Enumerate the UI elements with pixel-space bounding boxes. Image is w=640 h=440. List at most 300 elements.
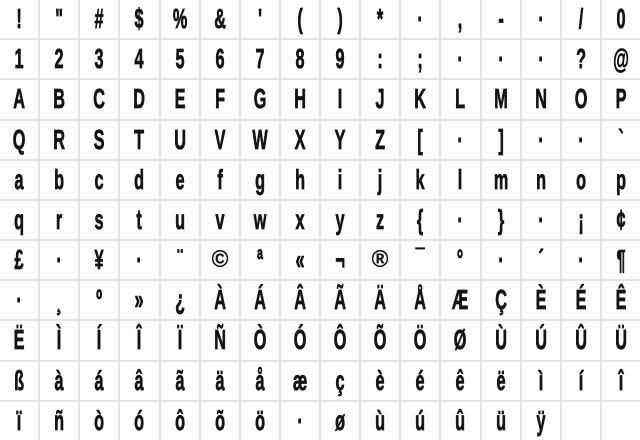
glyph-cell[interactable] bbox=[602, 161, 640, 199]
glyph: c bbox=[94, 163, 104, 195]
glyph: i bbox=[337, 163, 343, 195]
glyph-cell[interactable] bbox=[482, 281, 520, 319]
glyph-cell[interactable] bbox=[161, 241, 199, 279]
glyph-cell[interactable] bbox=[40, 321, 78, 359]
glyph: m bbox=[493, 163, 508, 195]
glyph-cell[interactable] bbox=[161, 281, 199, 319]
glyph-cell[interactable] bbox=[161, 201, 199, 239]
glyph-cell[interactable] bbox=[201, 121, 239, 159]
glyph: · bbox=[537, 3, 544, 34]
glyph-cell[interactable] bbox=[0, 281, 38, 319]
glyph-cell[interactable] bbox=[482, 321, 520, 359]
glyph-cell[interactable] bbox=[241, 281, 279, 319]
glyph-cell[interactable] bbox=[120, 402, 158, 440]
glyph-cell[interactable] bbox=[201, 241, 239, 279]
glyph-cell[interactable] bbox=[441, 402, 479, 440]
glyph-cell[interactable] bbox=[562, 0, 600, 38]
glyph: ª bbox=[256, 244, 263, 276]
glyph: À bbox=[213, 284, 226, 316]
glyph-cell[interactable] bbox=[0, 161, 38, 199]
glyph-cell[interactable] bbox=[281, 402, 319, 440]
glyph-cell[interactable] bbox=[0, 402, 38, 440]
glyph-cell[interactable] bbox=[120, 241, 158, 279]
glyph-cell[interactable] bbox=[602, 281, 640, 319]
glyph-cell[interactable] bbox=[482, 201, 520, 239]
glyph-cell[interactable] bbox=[201, 80, 239, 118]
glyph-cell[interactable] bbox=[562, 121, 600, 159]
glyph: o bbox=[575, 163, 586, 195]
glyph-cell[interactable] bbox=[161, 40, 199, 78]
glyph-cell[interactable] bbox=[401, 241, 439, 279]
glyph: È bbox=[535, 284, 547, 316]
glyph: T bbox=[134, 123, 145, 155]
glyph: , bbox=[458, 3, 463, 34]
glyph-cell[interactable] bbox=[40, 121, 78, 159]
glyph: 1 bbox=[14, 43, 24, 75]
glyph: ( bbox=[297, 3, 303, 34]
glyph: ò bbox=[94, 404, 105, 436]
glyph-cell[interactable] bbox=[80, 0, 118, 38]
glyph: £ bbox=[14, 244, 24, 276]
glyph-cell[interactable] bbox=[40, 241, 78, 279]
glyph: [ bbox=[417, 123, 424, 155]
glyph-cell[interactable] bbox=[40, 402, 78, 440]
glyph-cell[interactable] bbox=[281, 241, 319, 279]
glyph: b bbox=[54, 163, 65, 195]
glyph-cell[interactable] bbox=[281, 121, 319, 159]
glyph: Ï bbox=[177, 324, 182, 356]
glyph-cell[interactable] bbox=[321, 362, 359, 400]
glyph-cell[interactable] bbox=[281, 0, 319, 38]
glyph: ® bbox=[371, 246, 389, 274]
glyph-cell[interactable] bbox=[321, 40, 359, 78]
glyph: Î bbox=[137, 324, 142, 356]
glyph-cell[interactable] bbox=[401, 201, 439, 239]
glyph-cell[interactable] bbox=[0, 241, 38, 279]
glyph-cell[interactable] bbox=[241, 161, 279, 199]
glyph: F bbox=[214, 83, 225, 115]
glyph-cell[interactable] bbox=[201, 402, 239, 440]
glyph: 2 bbox=[54, 43, 64, 75]
glyph-cell[interactable] bbox=[161, 362, 199, 400]
glyph: Q bbox=[12, 123, 26, 155]
glyph-cell[interactable] bbox=[241, 402, 279, 440]
glyph: ¸ bbox=[56, 284, 62, 316]
glyph-cell[interactable] bbox=[401, 321, 439, 359]
glyph-cell[interactable] bbox=[522, 281, 560, 319]
glyph-cell[interactable] bbox=[602, 321, 640, 359]
glyph-cell[interactable] bbox=[401, 161, 439, 199]
glyph-cell[interactable] bbox=[120, 40, 158, 78]
glyph: s bbox=[94, 203, 104, 235]
glyph-cell[interactable] bbox=[401, 0, 439, 38]
glyph: ¢ bbox=[616, 203, 626, 235]
glyph-cell[interactable] bbox=[40, 80, 78, 118]
glyph: ë bbox=[496, 364, 506, 396]
glyph-cell[interactable] bbox=[602, 241, 640, 279]
glyph-cell[interactable] bbox=[522, 40, 560, 78]
glyph-cell[interactable] bbox=[321, 121, 359, 159]
glyph-cell[interactable] bbox=[562, 40, 600, 78]
glyph: } bbox=[497, 203, 504, 235]
glyph: " bbox=[55, 3, 64, 34]
glyph: x bbox=[295, 203, 305, 235]
glyph-cell[interactable] bbox=[161, 0, 199, 38]
glyph-cell[interactable] bbox=[40, 201, 78, 239]
glyph-cell[interactable] bbox=[441, 0, 479, 38]
glyph-cell[interactable] bbox=[522, 121, 560, 159]
glyph: á bbox=[94, 364, 104, 396]
glyph: · bbox=[497, 43, 504, 75]
glyph-cell[interactable] bbox=[120, 321, 158, 359]
glyph: ì bbox=[538, 364, 543, 396]
glyph: É bbox=[575, 284, 587, 316]
glyph: G bbox=[253, 83, 267, 115]
glyph-cell[interactable] bbox=[241, 80, 279, 118]
glyph-cell[interactable] bbox=[441, 241, 479, 279]
glyph-cell[interactable] bbox=[522, 201, 560, 239]
glyph: ¡ bbox=[578, 203, 584, 235]
glyph-cell[interactable] bbox=[602, 40, 640, 78]
glyph: ï bbox=[16, 404, 22, 436]
glyph-cell[interactable] bbox=[321, 241, 359, 279]
glyph: y bbox=[335, 203, 345, 235]
glyph-cell[interactable] bbox=[281, 40, 319, 78]
glyph: Ù bbox=[494, 324, 507, 356]
glyph-cell[interactable] bbox=[562, 161, 600, 199]
glyph-cell[interactable] bbox=[482, 241, 520, 279]
glyph-cell[interactable] bbox=[201, 362, 239, 400]
glyph: ó bbox=[134, 404, 145, 436]
glyph-cell[interactable] bbox=[482, 121, 520, 159]
glyph: J bbox=[375, 83, 385, 115]
glyph: ø bbox=[335, 404, 346, 436]
glyph-cell[interactable] bbox=[80, 281, 118, 319]
glyph-cell[interactable] bbox=[0, 121, 38, 159]
glyph-cell[interactable] bbox=[522, 0, 560, 38]
glyph: · bbox=[136, 244, 143, 276]
glyph: â bbox=[134, 364, 144, 396]
glyph: Ú bbox=[534, 324, 547, 356]
glyph-cell[interactable] bbox=[522, 161, 560, 199]
glyph-cell[interactable] bbox=[241, 0, 279, 38]
glyph-cell[interactable] bbox=[80, 40, 118, 78]
glyph-cell[interactable] bbox=[482, 402, 520, 440]
glyph-cell[interactable] bbox=[40, 362, 78, 400]
glyph-cell[interactable] bbox=[161, 161, 199, 199]
glyph-cell[interactable] bbox=[562, 201, 600, 239]
glyph: w bbox=[253, 203, 267, 235]
glyph: ä bbox=[215, 364, 225, 396]
glyph: · bbox=[457, 123, 464, 155]
glyph: ¯ bbox=[415, 244, 425, 276]
glyph: å bbox=[255, 364, 265, 396]
glyph-cell[interactable] bbox=[201, 161, 239, 199]
glyph: 5 bbox=[175, 43, 185, 75]
glyph-cell[interactable] bbox=[482, 80, 520, 118]
glyph: I bbox=[337, 83, 343, 115]
glyph: ¨ bbox=[176, 244, 183, 276]
glyph-cell[interactable] bbox=[401, 121, 439, 159]
glyph: Í bbox=[97, 324, 102, 356]
glyph: p bbox=[615, 163, 626, 195]
glyph-cell[interactable] bbox=[241, 362, 279, 400]
glyph-cell[interactable] bbox=[120, 201, 158, 239]
glyph-cell[interactable] bbox=[522, 80, 560, 118]
glyph-cell[interactable] bbox=[321, 402, 359, 440]
glyph: l bbox=[458, 163, 463, 195]
glyph-cell[interactable] bbox=[0, 201, 38, 239]
glyph-cell[interactable] bbox=[401, 40, 439, 78]
glyph-cell[interactable] bbox=[361, 0, 399, 38]
glyph: º bbox=[96, 284, 103, 316]
glyph: · bbox=[537, 123, 544, 155]
glyph: ü bbox=[495, 404, 506, 436]
glyph: n bbox=[535, 163, 546, 195]
glyph-cell[interactable] bbox=[321, 321, 359, 359]
empty-cell bbox=[562, 402, 600, 440]
glyph: - bbox=[497, 3, 504, 34]
glyph: é bbox=[415, 364, 425, 396]
glyph-cell[interactable] bbox=[281, 161, 319, 199]
glyph-cell[interactable] bbox=[602, 80, 640, 118]
glyph-cell[interactable] bbox=[482, 161, 520, 199]
glyph-cell[interactable] bbox=[482, 0, 520, 38]
glyph-cell[interactable] bbox=[281, 281, 319, 319]
glyph-cell[interactable] bbox=[281, 201, 319, 239]
glyph-cell[interactable] bbox=[602, 0, 640, 38]
glyph-cell[interactable] bbox=[80, 321, 118, 359]
glyph-cell[interactable] bbox=[522, 362, 560, 400]
glyph-cell[interactable] bbox=[441, 161, 479, 199]
glyph: ã bbox=[175, 364, 185, 396]
glyph-cell[interactable] bbox=[40, 40, 78, 78]
glyph-cell[interactable] bbox=[441, 201, 479, 239]
glyph: # bbox=[94, 3, 104, 34]
glyph: î bbox=[618, 364, 624, 396]
glyph-cell[interactable] bbox=[201, 0, 239, 38]
glyph: P bbox=[615, 83, 627, 115]
glyph-cell[interactable] bbox=[120, 281, 158, 319]
glyph-cell[interactable] bbox=[441, 281, 479, 319]
glyph: z bbox=[376, 203, 385, 235]
glyph: ' bbox=[257, 3, 262, 34]
glyph-cell[interactable] bbox=[441, 80, 479, 118]
glyph: Å bbox=[414, 284, 427, 316]
glyph-cell[interactable] bbox=[120, 80, 158, 118]
glyph-cell[interactable] bbox=[281, 321, 319, 359]
glyph: õ bbox=[214, 404, 225, 436]
glyph-cell[interactable] bbox=[161, 121, 199, 159]
glyph: 8 bbox=[295, 43, 305, 75]
glyph-cell[interactable] bbox=[40, 0, 78, 38]
glyph-cell[interactable] bbox=[361, 161, 399, 199]
glyph-cell[interactable] bbox=[80, 362, 118, 400]
glyph-cell[interactable] bbox=[0, 80, 38, 118]
glyph: · bbox=[56, 244, 62, 276]
glyph-cell[interactable] bbox=[40, 281, 78, 319]
glyph: 6 bbox=[215, 43, 225, 75]
glyph-cell[interactable] bbox=[241, 241, 279, 279]
glyph-cell[interactable] bbox=[482, 40, 520, 78]
glyph-cell[interactable] bbox=[80, 402, 118, 440]
glyph: ç bbox=[335, 364, 345, 396]
glyph-cell[interactable] bbox=[241, 321, 279, 359]
glyph-cell[interactable] bbox=[0, 40, 38, 78]
glyph: Ô bbox=[333, 324, 347, 356]
glyph: @ bbox=[613, 43, 629, 75]
glyph-cell[interactable] bbox=[361, 321, 399, 359]
glyph-cell[interactable] bbox=[562, 281, 600, 319]
glyph: ´ bbox=[537, 244, 544, 276]
glyph: û bbox=[455, 404, 466, 436]
glyph: $ bbox=[134, 3, 144, 34]
glyph: ` bbox=[618, 123, 624, 155]
glyph: H bbox=[294, 83, 306, 115]
glyph-cell[interactable] bbox=[401, 402, 439, 440]
glyph-cell[interactable] bbox=[361, 40, 399, 78]
glyph-cell[interactable] bbox=[281, 362, 319, 400]
glyph-cell[interactable] bbox=[562, 321, 600, 359]
glyph-cell[interactable] bbox=[120, 161, 158, 199]
glyph-cell[interactable] bbox=[161, 321, 199, 359]
glyph: 4 bbox=[134, 43, 144, 75]
glyph-cell[interactable] bbox=[441, 362, 479, 400]
glyph-cell[interactable] bbox=[321, 161, 359, 199]
glyph-cell[interactable] bbox=[80, 201, 118, 239]
glyph: ¶ bbox=[616, 244, 626, 276]
glyph: ? bbox=[575, 43, 586, 75]
glyph-cell[interactable] bbox=[241, 40, 279, 78]
glyph: X bbox=[294, 123, 306, 155]
glyph: à bbox=[54, 364, 64, 396]
glyph: k bbox=[415, 163, 425, 195]
glyph: ô bbox=[174, 404, 185, 436]
glyph-cell[interactable] bbox=[562, 241, 600, 279]
glyph-cell[interactable] bbox=[441, 40, 479, 78]
glyph-cell[interactable] bbox=[441, 121, 479, 159]
glyph-cell[interactable] bbox=[361, 121, 399, 159]
glyph-cell[interactable] bbox=[441, 321, 479, 359]
glyph: d bbox=[134, 163, 145, 195]
glyph-cell[interactable] bbox=[602, 201, 640, 239]
glyph-cell[interactable] bbox=[602, 121, 640, 159]
glyph: ê bbox=[455, 364, 465, 396]
glyph: Ä bbox=[374, 284, 387, 316]
glyph-cell[interactable] bbox=[321, 281, 359, 319]
glyph: ö bbox=[254, 404, 265, 436]
glyph: S bbox=[93, 123, 105, 155]
glyph: · bbox=[417, 3, 424, 34]
glyph-cell[interactable] bbox=[361, 402, 399, 440]
glyph: r bbox=[56, 203, 63, 235]
glyph: B bbox=[53, 83, 66, 115]
glyph-cell[interactable] bbox=[361, 80, 399, 118]
glyph: Õ bbox=[373, 324, 387, 356]
glyph: 9 bbox=[335, 43, 345, 75]
glyph-cell[interactable] bbox=[241, 121, 279, 159]
glyph-cell[interactable] bbox=[482, 362, 520, 400]
glyph-cell[interactable] bbox=[321, 0, 359, 38]
glyph-cell[interactable] bbox=[522, 402, 560, 440]
glyph: Ê bbox=[615, 284, 627, 316]
glyph-cell[interactable] bbox=[321, 201, 359, 239]
glyph-cell[interactable] bbox=[562, 362, 600, 400]
glyph: : bbox=[377, 43, 383, 75]
glyph-cell[interactable] bbox=[201, 201, 239, 239]
glyph-cell[interactable] bbox=[522, 321, 560, 359]
glyph-cell[interactable] bbox=[602, 362, 640, 400]
glyph-cell[interactable] bbox=[161, 80, 199, 118]
glyph-cell[interactable] bbox=[281, 80, 319, 118]
glyph-cell[interactable] bbox=[0, 321, 38, 359]
glyph-cell[interactable] bbox=[120, 0, 158, 38]
glyph-cell[interactable] bbox=[161, 402, 199, 440]
glyph-cell[interactable] bbox=[201, 321, 239, 359]
glyph: Y bbox=[334, 123, 346, 155]
glyph-cell[interactable] bbox=[80, 80, 118, 118]
glyph: ¥ bbox=[94, 244, 104, 276]
glyph-cell[interactable] bbox=[401, 362, 439, 400]
glyph: · bbox=[537, 203, 544, 235]
glyph: q bbox=[14, 203, 25, 235]
glyph: · bbox=[537, 43, 544, 75]
glyph-cell[interactable] bbox=[120, 362, 158, 400]
glyph-cell[interactable] bbox=[361, 241, 399, 279]
glyph: g bbox=[254, 163, 265, 195]
glyph: L bbox=[455, 83, 466, 115]
glyph: Ü bbox=[615, 324, 627, 356]
glyph-cell[interactable] bbox=[80, 121, 118, 159]
glyph: e bbox=[175, 163, 185, 195]
glyph: U bbox=[173, 123, 186, 155]
glyph: · bbox=[297, 404, 303, 436]
glyph: æ bbox=[292, 364, 308, 396]
glyph-cell[interactable] bbox=[80, 241, 118, 279]
glyph: & bbox=[213, 3, 226, 34]
glyph-cell[interactable] bbox=[361, 362, 399, 400]
glyph-cell[interactable] bbox=[0, 362, 38, 400]
glyph-cell[interactable] bbox=[361, 201, 399, 239]
glyph-cell[interactable] bbox=[201, 40, 239, 78]
glyph: f bbox=[216, 163, 223, 195]
glyph-cell[interactable] bbox=[522, 241, 560, 279]
glyph-cell[interactable] bbox=[80, 161, 118, 199]
glyph: ° bbox=[457, 244, 464, 276]
glyph-cell[interactable] bbox=[201, 281, 239, 319]
glyph-cell[interactable] bbox=[0, 0, 38, 38]
glyph-cell[interactable] bbox=[120, 121, 158, 159]
glyph-cell[interactable] bbox=[401, 80, 439, 118]
glyph: N bbox=[534, 83, 547, 115]
glyph: Ø bbox=[454, 324, 467, 356]
glyph-cell[interactable] bbox=[562, 80, 600, 118]
glyph: % bbox=[172, 3, 187, 34]
glyph: « bbox=[295, 244, 305, 276]
glyph: E bbox=[174, 83, 185, 115]
glyph-cell[interactable] bbox=[401, 281, 439, 319]
glyph-cell[interactable] bbox=[361, 281, 399, 319]
glyph: { bbox=[417, 203, 424, 235]
glyph: / bbox=[578, 3, 584, 34]
glyph-cell[interactable] bbox=[241, 201, 279, 239]
glyph-cell[interactable] bbox=[321, 80, 359, 118]
glyph: O bbox=[574, 83, 588, 115]
glyph: ñ bbox=[54, 404, 65, 436]
glyph-cell[interactable] bbox=[40, 161, 78, 199]
glyph: Z bbox=[375, 123, 386, 155]
glyph: ß bbox=[14, 364, 25, 396]
